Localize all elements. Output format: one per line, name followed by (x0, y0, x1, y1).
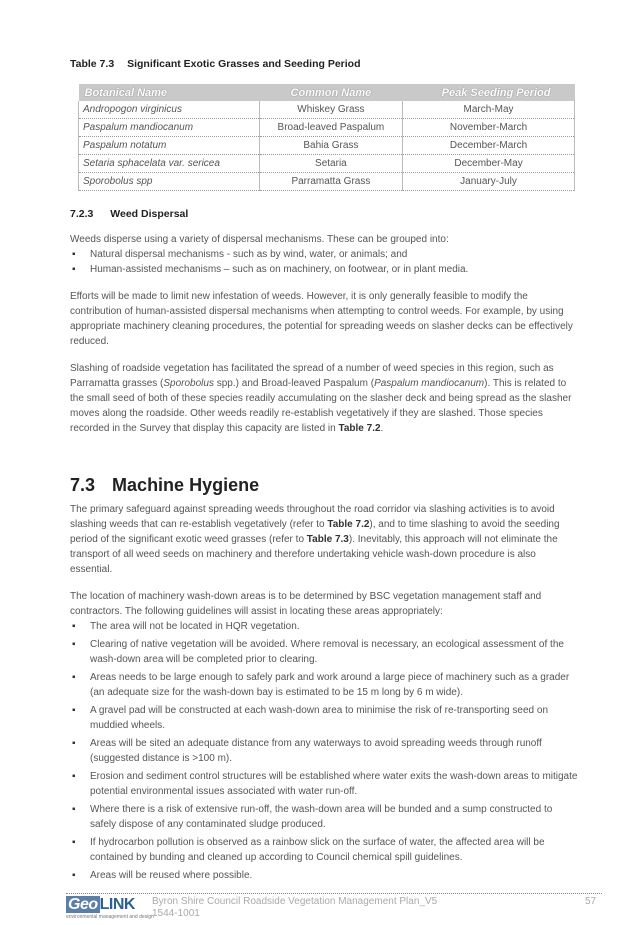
grasses-table (78, 84, 575, 191)
common-name-cell: Whiskey Grass (259, 101, 402, 119)
table-reference: Table 7.3 (306, 534, 349, 545)
list-item: ▪ Where there is a risk of extensive run-off, the wash-down area will be bunded and a sump constructed to safely dispose of any contaminated sludge produced. (70, 802, 580, 832)
section-number: 7.3 (70, 475, 96, 495)
list-item: ▪ Areas needs to be large enough to safely park and work around a large piece of machinery such as a grader (an adequate size for the wash-down bay is estimated to be 15 m long by 6 m wide). (70, 670, 580, 700)
list-item: ▪ The area will not be located in HQR vegetation. (70, 619, 580, 634)
logo-link-text: LINK (99, 896, 135, 913)
text-run: Slashing of roadside vegetation has facilitated the spread of a number of weed species in this region, such as Parramatta grasses ( (70, 363, 554, 389)
text-run: . (380, 423, 384, 434)
list-item: ▪ If hydrocarbon pollution is observed as a rainbow slick on the surface of water, the affected area will be contained by bunding and cleaned up according to Council chemical spill guidelines. (70, 835, 580, 865)
botanical-name-cell: Paspalum mandiocanum (79, 119, 260, 137)
text-run: The primary safeguard against spreading weeds throughout the road corridor via slashing activities is to avoid slashing weeds that can re-establish vegetatively (refer to (70, 504, 555, 530)
list-item: ▪ A gravel pad will be constructed at each wash-down area to minimise the risk of re-transporting seed on muddied wheels. (70, 703, 580, 733)
logo-geo-text: Geo (68, 896, 98, 913)
table-row (79, 173, 575, 191)
botanical-name-cell: Sporobolus spp (79, 173, 260, 191)
species-name: Paspalum mandiocanum (374, 378, 485, 389)
wash-down-guidelines-list (70, 619, 580, 883)
logo-tagline: environmental management and design (66, 914, 154, 920)
peak-seeding-cell: December-May (403, 155, 575, 173)
paragraph-wash-down-location: The location of machinery wash-down areas is to be determined by BSC vegetation management staff and contractors. The following guidelines will assist in locating these areas appropriately: (70, 591, 542, 617)
table-row (79, 101, 575, 119)
footer-document-info (152, 896, 437, 920)
common-name-cell: Setaria (259, 155, 402, 173)
section-heading-machine-hygiene (70, 475, 259, 496)
section-title: Machine Hygiene (112, 475, 260, 495)
table-row (79, 137, 575, 155)
peak-seeding-cell: March-May (403, 101, 575, 119)
section-title: Weed Dispersal (110, 208, 189, 220)
list-item: ▪ Areas will be reused where possible. (70, 868, 580, 883)
weed-dispersal-intro: Weeds disperse using a variety of dispersal mechanisms. These can be grouped into: (70, 234, 449, 245)
table-reference: Table 7.2 (338, 423, 381, 434)
header-peak-seeding-period: Peak Seeding Period (403, 84, 575, 101)
table-number: Table 7.3 (70, 58, 115, 70)
list-item: ▪ Areas will be sited an adequate distance from any waterways to avoid spreading weeds through runoff (suggested distance is >100 m). (70, 736, 580, 766)
text-run: spp.) and Broad-leaved Paspalum ( (213, 378, 375, 389)
geolink-logo (66, 896, 154, 920)
text-run: ), and to time slashing to avoid the seeding period of the significant exotic weed grasses (refer to (70, 519, 560, 545)
table-caption (70, 58, 361, 70)
footer-document-title: Byron Shire Council Roadside Vegetation Management Plan_V5 (152, 896, 438, 907)
table-reference: Table 7.2 (327, 519, 370, 530)
common-name-cell: Broad-leaved Paspalum (259, 119, 402, 137)
botanical-name-cell: Setaria sphacelata var. sericea (79, 155, 260, 173)
peak-seeding-cell: January-July (403, 173, 575, 191)
common-name-cell: Bahia Grass (259, 137, 402, 155)
list-item: ▪ Human-assisted mechanisms – such as on machinery, on footwear, or in plant media. (70, 262, 580, 277)
peak-seeding-cell: November-March (403, 119, 575, 137)
weed-dispersal-body (70, 232, 580, 436)
peak-seeding-cell: December-March (403, 137, 575, 155)
paragraph-slashing-spread (70, 361, 580, 436)
footer-document-code: 1544-1001 (152, 908, 200, 919)
section-heading-weed-dispersal (70, 208, 188, 220)
footer-divider (66, 893, 602, 894)
page-number: 57 (585, 896, 597, 907)
botanical-name-cell: Paspalum notatum (79, 137, 260, 155)
table-title: Significant Exotic Grasses and Seeding Period (127, 58, 361, 70)
section-number: 7.2.3 (70, 208, 94, 220)
list-item: ▪ Natural dispersal mechanisms - such as by wind, water, or animals; and (70, 247, 580, 262)
dispersal-mechanism-list (70, 247, 580, 277)
machine-hygiene-body (70, 502, 580, 883)
header-botanical-name: Botanical Name (79, 84, 260, 101)
list-item: ▪ Clearing of native vegetation will be avoided. Where removal is necessary, an ecological assessment of the wash-down area will be completed prior to clearing. (70, 637, 580, 667)
botanical-name-cell: Andropogon virginicus (79, 101, 260, 119)
header-common-name: Common Name (259, 84, 402, 101)
text-run: ). Inevitably, this approach will not eliminate the transport of all weed seeds on machinery and therefore undertaking vehicle wash-down procedure is also essential. (70, 534, 558, 575)
text-run: ). This is related to the small seed of both of these species readily accumulating on the slasher deck and being spread as the slasher moves along the roadside. Other weeds readily re-establish vegetatively if they are slashed. Those species recorded in the Survey that display this capacity are listed in (70, 378, 572, 434)
list-item: ▪ Erosion and sediment control structures will be established where water exits the wash-down areas to mitigate potential environmental issues associated with water run-off. (70, 769, 580, 799)
paragraph-primary-safeguard (70, 502, 580, 577)
common-name-cell: Parramatta Grass (259, 173, 402, 191)
table-row (79, 119, 575, 137)
paragraph-limit-infestation: Efforts will be made to limit new infestation of weeds. However, it is only generally feasible to modify the contribution of human-assisted dispersal mechanisms when attempting to control weeds. For example, by using appropriate machinery cleaning procedures, the potential for spreading weeds on slasher decks can be effectively reduced. (70, 291, 573, 347)
species-name: Sporobolus (163, 378, 214, 389)
table-row (79, 155, 575, 173)
table-header-row (79, 84, 575, 101)
